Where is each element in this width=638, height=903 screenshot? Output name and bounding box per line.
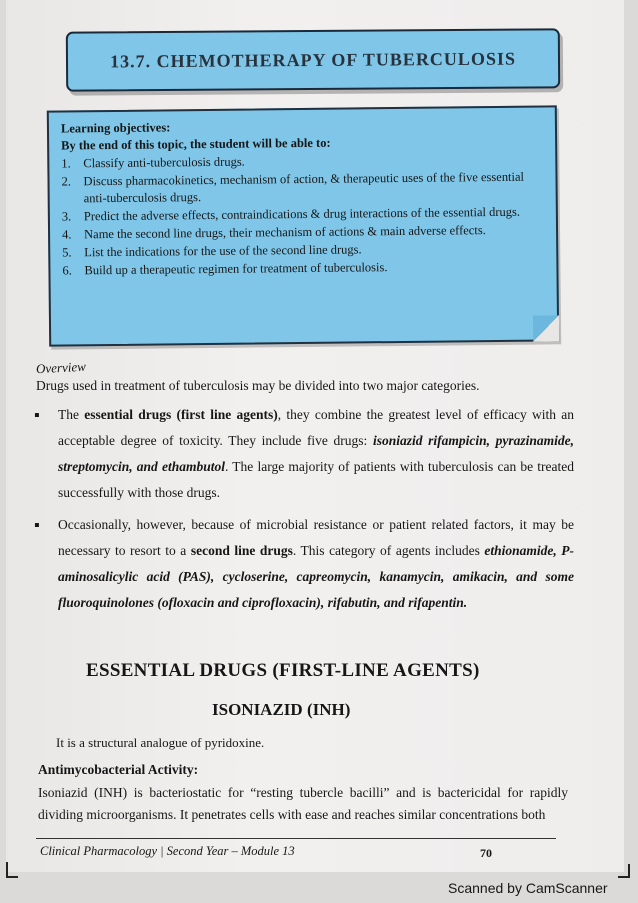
crop-mark-right <box>618 864 630 878</box>
footer-text: Clinical Pharmacology | Second Year – Module 13 <box>40 844 295 858</box>
overview-label: Overview <box>35 358 87 377</box>
isoniazid-intro: It is a structural analogue of pyridoxine. <box>56 735 265 750</box>
objective-number: 2. <box>61 174 71 189</box>
activity-text: Isoniazid (INH) is bacteriostatic for “resting tubercle bacilli” and is bactericidal for rapidly dividing microorganisms. It penetrates cells with ease and reaches similar concentrations both <box>38 785 568 822</box>
crop-mark-left <box>6 862 18 878</box>
isoniazid-heading: ISONIAZID (INH) <box>212 700 351 719</box>
objective-text: Name the second line drugs, their mechanism of actions & main adverse effects. <box>84 223 486 242</box>
objectives-lead: By the end of this topic, the student will be able to: <box>61 135 331 153</box>
objective-text: List the indications for the use of the second line drugs. <box>84 242 362 260</box>
overview-bullets <box>34 402 574 622</box>
objective-text: Classify anti-tuberculosis drugs. <box>83 154 245 171</box>
overview-intro: Drugs used in treatment of tuberculosis may be divided into two major categories. <box>36 378 480 393</box>
bullet-marker: ▪ <box>34 407 40 424</box>
page-curl-decoration <box>533 315 559 341</box>
bullet-essential-drugs <box>34 402 574 506</box>
learning-objectives-box <box>47 105 559 346</box>
objectives-heading: Learning objectives: <box>60 120 171 136</box>
objective-number: 4. <box>62 227 72 242</box>
bullet-text: Occasionally, however, because of microbial resistance or patient related factors, it may be necessary to resort to a second line drugs. This category of agents includes ethionamide, P-aminosalicylic acid (PAS), cycloserine, capreomycin, kanamycin, amikacin, and some fluoroquinolones (ofloxacin and ciprofloxacin), rifabutin, and rifapentin. <box>58 517 575 610</box>
scanner-watermark: Scanned by CamScanner <box>448 880 608 896</box>
objective-item <box>61 168 545 207</box>
page-number: 70 <box>480 846 492 860</box>
objective-number: 6. <box>62 263 72 278</box>
bullet-marker: ▪ <box>34 517 40 534</box>
objective-text: Discuss pharmacokinetics, mechanism of action, & therapeutic uses of the five essential anti-tuberculosis drugs. <box>83 169 525 206</box>
section-title-banner <box>66 28 560 91</box>
objective-number: 5. <box>62 245 72 260</box>
objective-text: Build up a therapeutic regimen for treatment of tuberculosis. <box>84 260 388 278</box>
bullet-second-line-drugs <box>34 512 574 616</box>
bullet-text: The essential drugs (first line agents), they combine the greatest level of efficacy with an acceptable degree of toxicity. They include five drugs: isoniazid rifampicin, pyrazinamide, streptomycin, and ethambutol. The large majority of patients with tuberculosis can be treated successfully with those drugs. <box>58 407 575 500</box>
objective-text: Predict the adverse effects, contraindications & drug interactions of the essential drugs. <box>83 204 521 224</box>
section-title: 13.7. CHEMOTHERAPY OF TUBERCULOSIS <box>109 48 516 71</box>
objective-number: 3. <box>61 209 72 224</box>
footer-rule <box>36 838 556 839</box>
objective-number: 1. <box>61 156 71 171</box>
essential-drugs-heading: ESSENTIAL DRUGS (FIRST-LINE AGENTS) <box>86 660 480 681</box>
objectives-list <box>61 150 546 279</box>
activity-heading: Antimycobacterial Activity: <box>38 762 199 777</box>
